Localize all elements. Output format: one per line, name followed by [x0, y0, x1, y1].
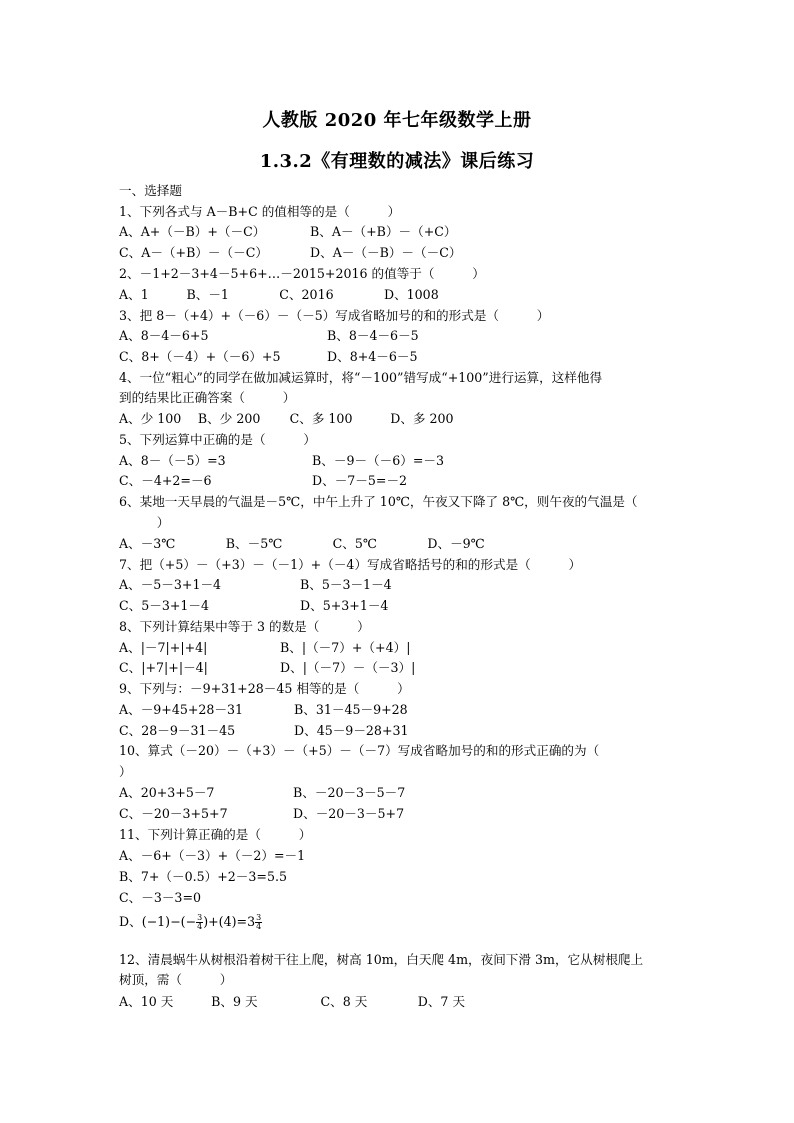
question-text: 11、下列计算正确的是（ ）: [119, 827, 312, 842]
option-d-prefix: D、: [119, 914, 142, 929]
question-text: A、1 B、－1 C、2016 D、1008: [119, 287, 439, 302]
question-text: 6、某地一天早晨的气温是－5℃，中午上升了 10℃，午夜又下降了 8℃，则午夜的气温是（: [119, 494, 638, 509]
question-line: [119, 204, 400, 220]
question-12-line-1: 12、清晨蜗牛从树根沿着树干往上爬，树高 10m，白天爬 4m，夜间下滑 3m，它从树根爬上: [119, 952, 644, 967]
question-line: [119, 328, 419, 344]
fraction-1-denominator: 4: [197, 922, 203, 931]
question-line: [119, 660, 416, 676]
question-text: C、28－9－31－45: [119, 723, 236, 738]
question-option-right: B、－20－3－5－7: [293, 785, 406, 800]
question-line: [119, 577, 392, 593]
question-text: A、－5－3+1－4: [119, 577, 222, 592]
question-option-right: B、－9－（－6）=－3: [312, 453, 445, 468]
question-line: [119, 494, 638, 510]
expr-part-1: (−1)−(−: [141, 914, 197, 929]
question-text: C、－4+2=－6: [119, 473, 212, 488]
question-text: ）: [119, 764, 132, 779]
question-text: A、－6+（－3）+（－2）=－1: [119, 848, 306, 863]
fraction-2: [255, 914, 262, 931]
question-text: C、－20－3+5+7: [119, 806, 228, 821]
fraction-1-numerator: 3: [197, 913, 203, 922]
question-option-right: B、A－（+B）－（+C）: [310, 224, 457, 239]
question-line: [119, 619, 370, 635]
question-option-right: B、8－4－6－5: [327, 328, 419, 343]
question-11-option-d: [119, 914, 262, 931]
question-line: [119, 224, 457, 240]
question-line: [119, 640, 411, 656]
question-option-right: D、45－9－28+31: [294, 723, 409, 738]
question-line: [119, 287, 439, 303]
question-text: A、少 100 B、少 200 C、多 100 D、多 200: [119, 411, 454, 426]
question-line: [119, 681, 410, 697]
question-text: A、8－4－6+5: [119, 328, 209, 343]
question-line: [119, 806, 405, 822]
question-line: [119, 702, 408, 718]
question-text: C、|+7|+|－4|: [119, 660, 208, 675]
question-option-right: D、8+4－6－5: [327, 349, 418, 364]
question-line: [119, 557, 581, 573]
question-line: [119, 743, 599, 759]
question-option-right: D、A－（－B）－（－C）: [310, 245, 462, 260]
question-line: [119, 349, 418, 365]
question-line: [119, 473, 408, 489]
question-line: [119, 390, 295, 406]
fraction-2-denominator: 4: [256, 922, 262, 931]
document-subtitle: 1.3.2《有理数的减法》课后练习: [259, 151, 535, 172]
question-text: A、|－7|+|+4|: [119, 640, 208, 655]
question-text: 2、－1+2－3+4－5+6+…－2015+2016 的值等于（ ）: [119, 266, 485, 281]
question-line: [119, 598, 389, 614]
question-text: C、A－（+B）－（－C）: [119, 245, 268, 260]
question-line: [119, 848, 305, 864]
question-12-options: A、10 天 B、9 天 C、8 天 D、7 天: [119, 994, 466, 1009]
question-line: [119, 764, 132, 780]
question-line: [119, 827, 311, 843]
question-option-right: D、5+3+1－4: [300, 598, 389, 613]
question-option-right: D、－20－3－5+7: [293, 806, 405, 821]
question-option-right: B、31－45－9+28: [294, 702, 408, 717]
question-line: [119, 266, 485, 282]
question-text: A、8－（－5）=3: [119, 453, 226, 468]
question-line: [119, 308, 549, 324]
expr-part-2: )+(4)=3: [203, 914, 256, 929]
question-line: [119, 785, 406, 801]
question-text: A、A+（－B）+（－C）: [119, 224, 266, 239]
question-text: A、－3℃ B、－5℃ C、5℃ D、－9℃: [119, 536, 485, 551]
question-text: 7、把（+5）－（+3）－（－1）+（－4）写成省略括号的和的形式是（ ）: [119, 557, 582, 572]
question-text: 4、一位“粗心”的同学在做加减运算时，将“－100”错写成“+100”进行运算，这样他得: [119, 370, 603, 385]
question-line: [119, 245, 462, 261]
question-line: [119, 869, 287, 885]
question-text: A、20+3+5－7: [119, 785, 215, 800]
question-option-right: D、|（－7）－（－3）|: [280, 660, 416, 675]
question-text: 5、下列运算中正确的是（ ）: [119, 432, 316, 447]
question-option-right: B、|（－7）+（+4）|: [280, 640, 411, 655]
question-text: ）: [119, 515, 170, 530]
question-text: C、8+（－4）+（－6）+5: [119, 349, 281, 364]
question-line: [119, 370, 602, 386]
question-text: B、7+（－0.5）+2－3=5.5: [119, 869, 287, 884]
question-line: [119, 432, 316, 448]
question-text: C、5－3+1－4: [119, 598, 210, 613]
question-line: [119, 890, 201, 906]
question-option-right: B、5－3－1－4: [300, 577, 392, 592]
question-text: 1、下列各式与 A－B+C 的值相等的是（ ）: [119, 204, 401, 219]
question-text: 3、把 8－（+4）+（－6）－（－5）写成省略加号的和的形式是（ ）: [119, 308, 550, 323]
fraction-2-numerator: 3: [256, 913, 262, 922]
question-text: 10、算式（－20）－（+3）－（+5）－（－7）写成省略加号的和的形式正确的为（: [119, 743, 600, 758]
question-text: 8、下列计算结果中等于 3 的数是（ ）: [119, 619, 370, 634]
question-text: 到的结果比正确答案（ ）: [119, 390, 296, 405]
question-text: C、－3－3=0: [119, 890, 202, 905]
section-heading: 一、选择题: [119, 183, 182, 198]
question-line: [119, 536, 485, 552]
question-line: [119, 453, 445, 469]
question-line: [119, 411, 454, 427]
question-12-line-2: 树顶，需（ ）: [119, 972, 233, 987]
document-title: 人教版 2020 年七年级数学上册: [262, 110, 532, 131]
question-line: [119, 515, 169, 531]
question-option-right: D、－7－5=－2: [312, 473, 408, 488]
question-text: A、－9+45+28－31: [119, 702, 244, 717]
question-text: 9、下列与：－9+31+28－45 相等的是（ ）: [119, 681, 410, 696]
question-line: [119, 723, 409, 739]
